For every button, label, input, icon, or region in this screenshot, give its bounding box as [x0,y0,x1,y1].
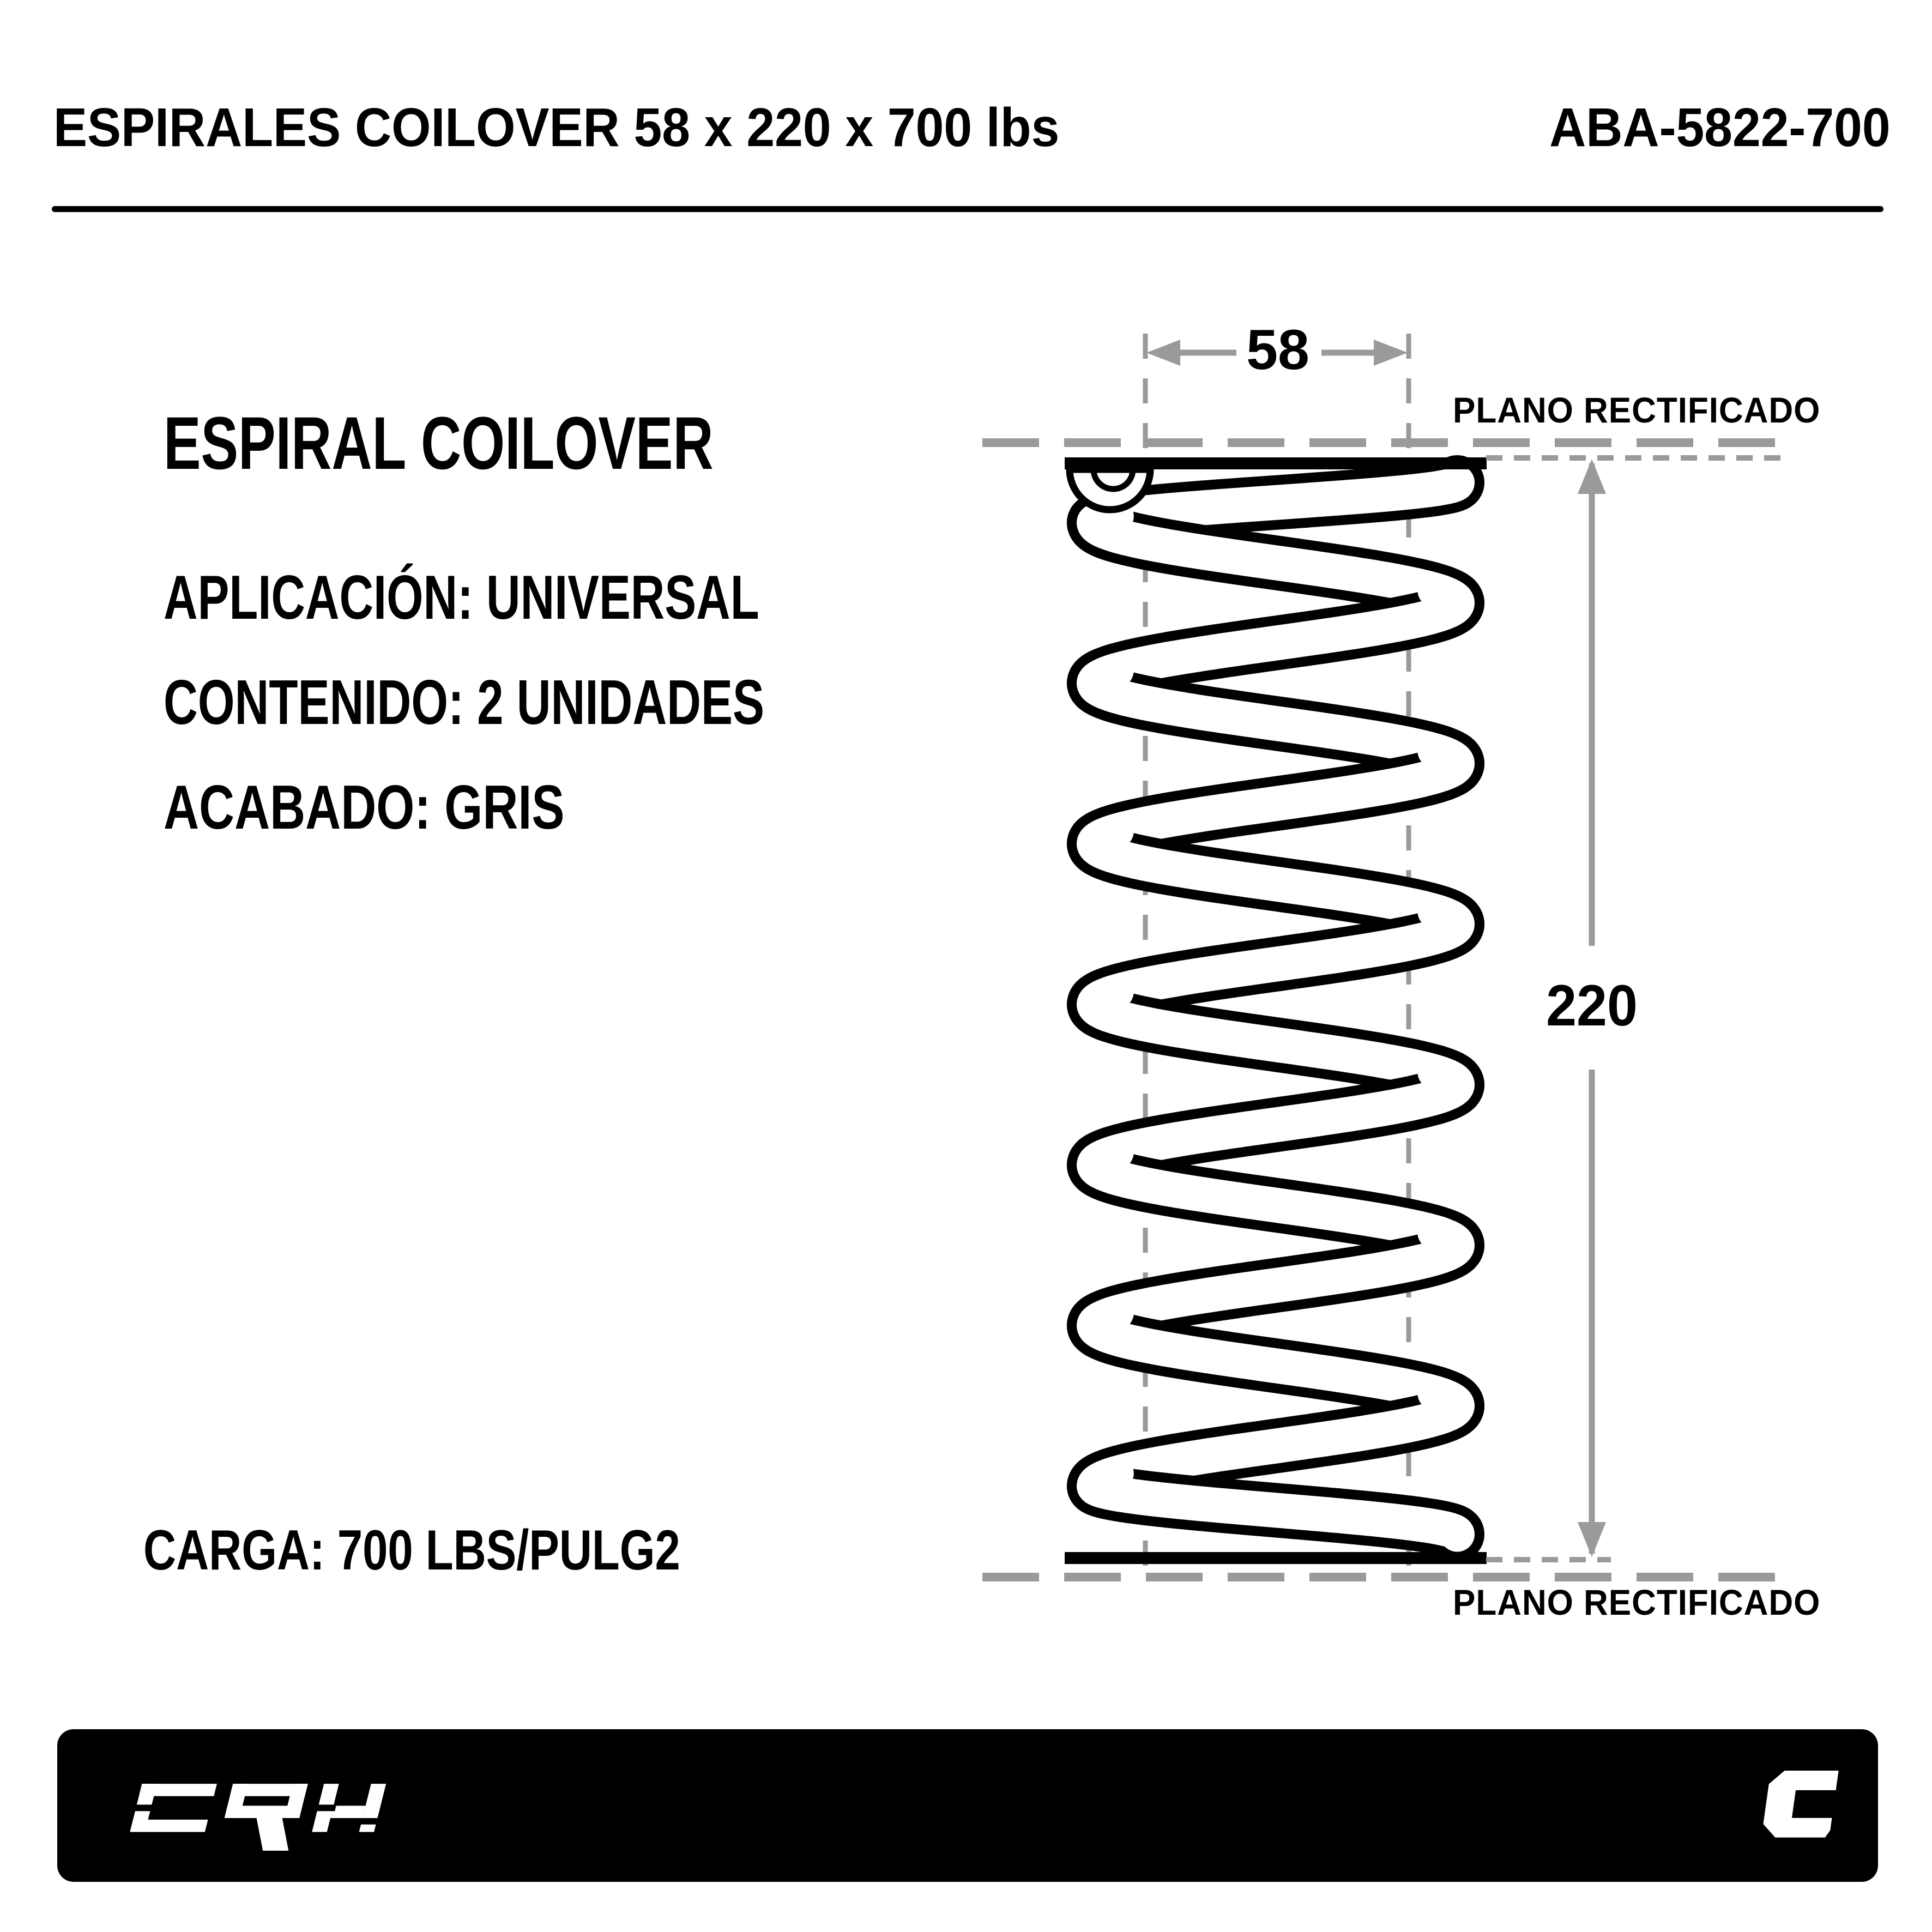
arrowhead-down-icon [1578,1522,1606,1557]
footer-brand-bar [57,1729,1878,1882]
arrowhead-up-icon [1578,459,1606,494]
spec-load: CARGA: 700 LBS/PULG2 [143,1519,680,1582]
height-dimension-label: 220 [1546,973,1638,1038]
plane-top-label: PLANO RECTIFICADO [1452,390,1820,430]
plane-bottom-label: PLANO RECTIFICADO [1452,1582,1820,1622]
page-title: ESPIRALES COILOVER 58 x 220 x 700 lbs [53,97,1060,158]
spec-finish: ACABADO: GRIS [164,773,565,842]
spec-application: APLICACIÓN: UNIVERSAL [164,563,759,632]
width-dimension-label: 58 [1246,318,1309,382]
crh-logo [125,1784,420,1851]
coil-spring-drawing [1094,482,1457,1535]
c-emblem-logo [1758,1771,1841,1843]
part-number: ABA-5822-700 [1549,97,1891,158]
spec-content: CONTENIDO: 2 UNIDADES [164,667,765,738]
product-name: ESPIRAL COILOVER [164,402,714,485]
